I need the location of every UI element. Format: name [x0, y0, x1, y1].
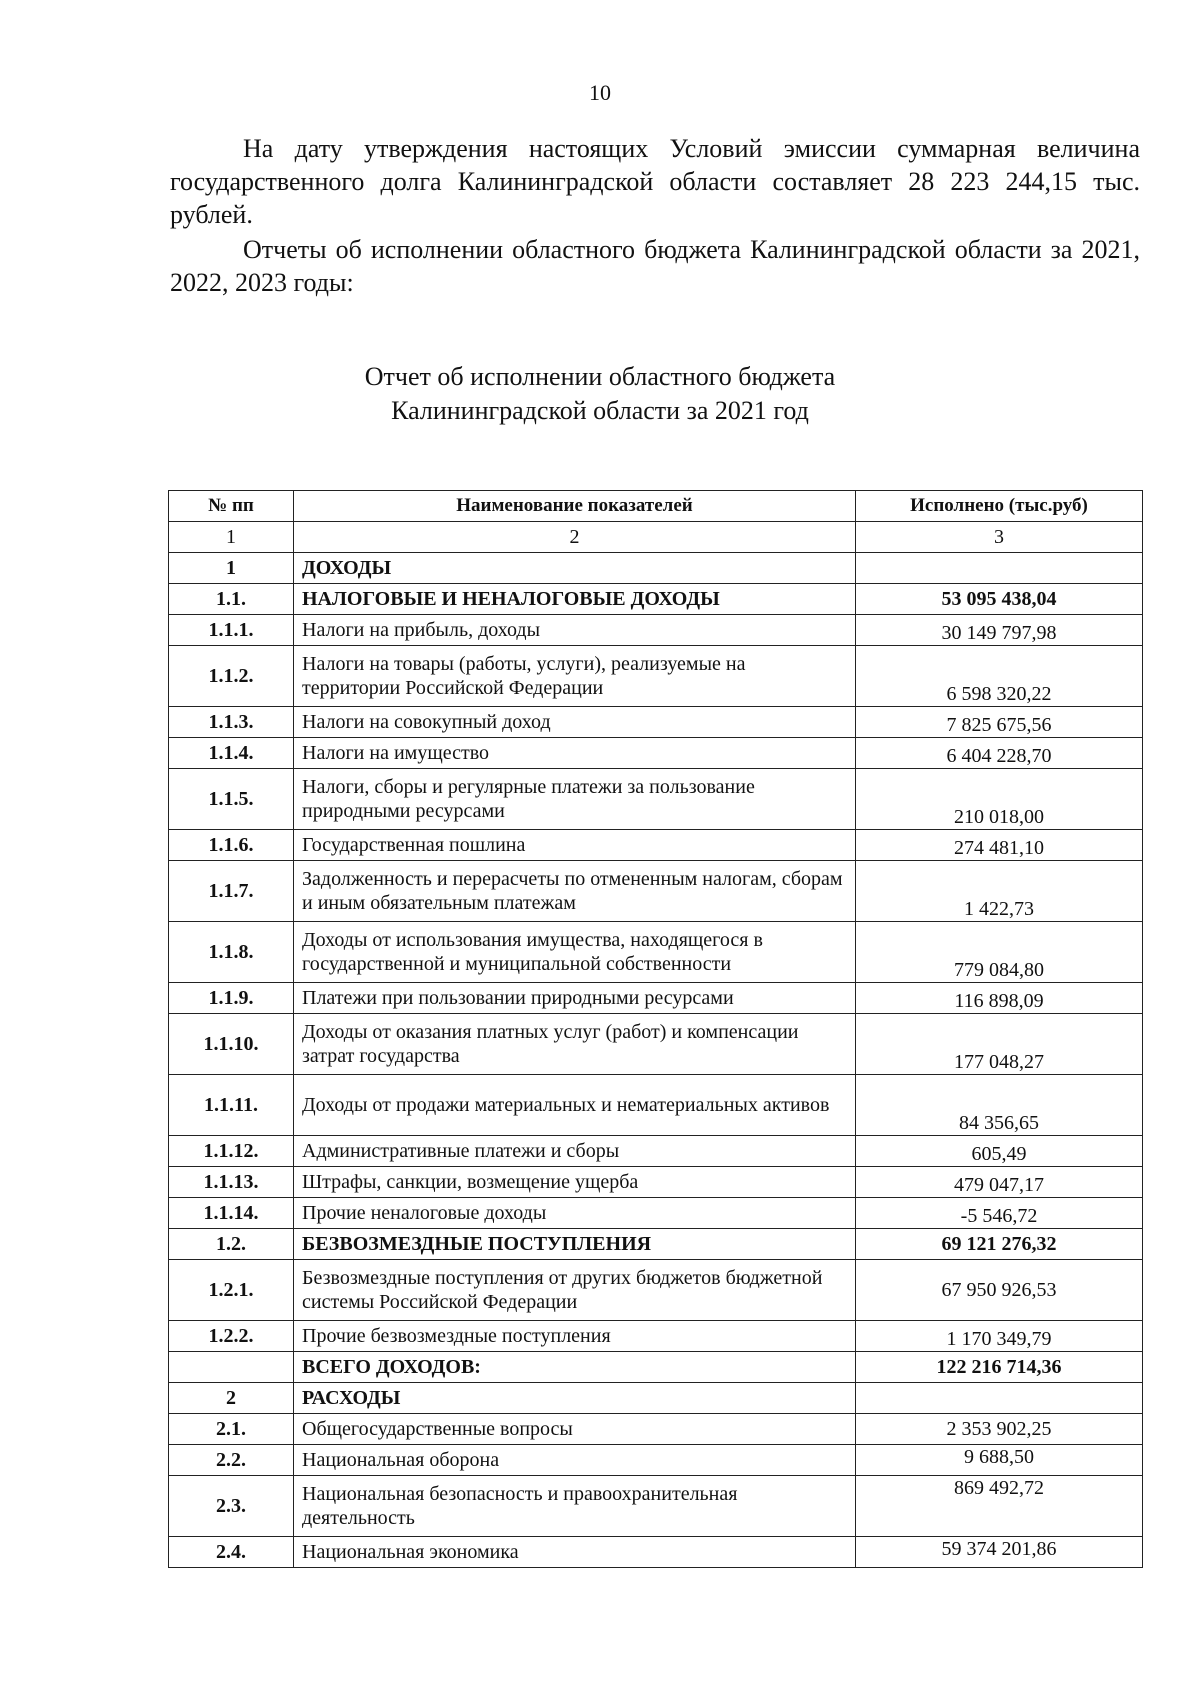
row-value: 7 825 675,56	[856, 707, 1143, 738]
table-row	[169, 707, 1143, 738]
row-name: РАСХОДЫ	[294, 1383, 856, 1414]
row-value: 779 084,80	[856, 922, 1143, 983]
row-name: Задолженность и перерасчеты по отмененным налогам, сборам и иным обязательным платежам	[294, 861, 856, 922]
budget-report-table	[168, 490, 1143, 1568]
intro-text	[170, 132, 1140, 299]
row-name: Налоги на имущество	[294, 738, 856, 769]
row-value: 210 018,00	[856, 769, 1143, 830]
row-value: 9 688,50	[856, 1445, 1143, 1476]
report-title-line-2: Калининградской области за 2021 год	[391, 396, 809, 425]
row-value	[856, 1383, 1143, 1414]
table-row	[169, 922, 1143, 983]
table-row	[169, 1167, 1143, 1198]
row-name: Доходы от использования имущества, находящегося в государственной и муниципальной собственности	[294, 922, 856, 983]
row-number: 1.1.7.	[169, 861, 294, 922]
row-value: 84 356,65	[856, 1075, 1143, 1136]
row-value: 869 492,72	[856, 1476, 1143, 1537]
table-row	[169, 1014, 1143, 1075]
row-value: 274 481,10	[856, 830, 1143, 861]
row-value	[856, 553, 1143, 584]
row-value: 1 170 349,79	[856, 1321, 1143, 1352]
row-number	[169, 1352, 294, 1383]
row-number: 1.1.6.	[169, 830, 294, 861]
table-row	[169, 553, 1143, 584]
row-name: Налоги, сборы и регулярные платежи за пользование природными ресурсами	[294, 769, 856, 830]
row-name: Налоги на товары (работы, услуги), реализуемые на территории Российской Федерации	[294, 646, 856, 707]
row-value: 59 374 201,86	[856, 1537, 1143, 1568]
table-row	[169, 1352, 1143, 1383]
row-value: 116 898,09	[856, 983, 1143, 1014]
table-row	[169, 830, 1143, 861]
header-executed-amount: Исполнено (тыс.руб)	[856, 491, 1143, 522]
row-number: 1.1.3.	[169, 707, 294, 738]
row-value: 6 404 228,70	[856, 738, 1143, 769]
row-value: 6 598 320,22	[856, 646, 1143, 707]
row-name: ВСЕГО ДОХОДОВ:	[294, 1352, 856, 1383]
table-row	[169, 1260, 1143, 1321]
report-title	[0, 360, 1200, 428]
table-row	[169, 1414, 1143, 1445]
row-number: 1.1.	[169, 584, 294, 615]
row-name: Национальная экономика	[294, 1537, 856, 1568]
table-row	[169, 1075, 1143, 1136]
row-number: 1.1.8.	[169, 922, 294, 983]
row-name: Национальная оборона	[294, 1445, 856, 1476]
row-name: БЕЗВОЗМЕЗДНЫЕ ПОСТУПЛЕНИЯ	[294, 1229, 856, 1260]
column-number-2: 2	[294, 522, 856, 553]
row-name: Безвозмездные поступления от других бюджетов бюджетной системы Российской Федерации	[294, 1260, 856, 1321]
table-row	[169, 1383, 1143, 1414]
row-number: 1.1.9.	[169, 983, 294, 1014]
row-number: 1.1.4.	[169, 738, 294, 769]
row-number: 1.1.5.	[169, 769, 294, 830]
table-row	[169, 615, 1143, 646]
row-name: Административные платежи и сборы	[294, 1136, 856, 1167]
table-column-numbers-row	[169, 522, 1143, 553]
header-indicator-name: Наименование показателей	[294, 491, 856, 522]
row-name: НАЛОГОВЫЕ И НЕНАЛОГОВЫЕ ДОХОДЫ	[294, 584, 856, 615]
row-name: ДОХОДЫ	[294, 553, 856, 584]
row-value: 69 121 276,32	[856, 1229, 1143, 1260]
table-row	[169, 983, 1143, 1014]
header-number: № пп	[169, 491, 294, 522]
row-number: 1.1.14.	[169, 1198, 294, 1229]
row-name: Налоги на совокупный доход	[294, 707, 856, 738]
row-number: 1.1.10.	[169, 1014, 294, 1075]
row-value: 30 149 797,98	[856, 615, 1143, 646]
row-value: 1 422,73	[856, 861, 1143, 922]
row-name: Национальная безопасность и правоохранительная деятельность	[294, 1476, 856, 1537]
row-number: 1.1.2.	[169, 646, 294, 707]
row-number: 1	[169, 553, 294, 584]
row-number: 2.1.	[169, 1414, 294, 1445]
row-name: Доходы от продажи материальных и нематериальных активов	[294, 1075, 856, 1136]
row-name: Доходы от оказания платных услуг (работ) и компенсации затрат государства	[294, 1014, 856, 1075]
table-row	[169, 584, 1143, 615]
row-value: 67 950 926,53	[856, 1260, 1143, 1321]
row-number: 1.2.1.	[169, 1260, 294, 1321]
row-name: Штрафы, санкции, возмещение ущерба	[294, 1167, 856, 1198]
row-value: 122 216 714,36	[856, 1352, 1143, 1383]
column-number-3: 3	[856, 522, 1143, 553]
row-value: 2 353 902,25	[856, 1414, 1143, 1445]
row-value: 53 095 438,04	[856, 584, 1143, 615]
page-number: 10	[589, 80, 611, 105]
table-row	[169, 646, 1143, 707]
row-number: 1.2.	[169, 1229, 294, 1260]
row-name: Государственная пошлина	[294, 830, 856, 861]
intro-paragraph-reports: Отчеты об исполнении областного бюджета Калининградской области за 2021, 2022, 2023 годы:	[170, 235, 1140, 297]
row-value: 177 048,27	[856, 1014, 1143, 1075]
table-row	[169, 738, 1143, 769]
table-row	[169, 769, 1143, 830]
row-number: 1.1.13.	[169, 1167, 294, 1198]
row-value: 605,49	[856, 1136, 1143, 1167]
row-number: 2.4.	[169, 1537, 294, 1568]
table-row	[169, 1537, 1143, 1568]
table-row	[169, 861, 1143, 922]
row-number: 1.1.1.	[169, 615, 294, 646]
table-row	[169, 1476, 1143, 1537]
table-row	[169, 1198, 1143, 1229]
row-name: Платежи при пользовании природными ресурсами	[294, 983, 856, 1014]
report-title-line-1: Отчет об исполнении областного бюджета	[364, 362, 836, 391]
table-row	[169, 1229, 1143, 1260]
row-name: Общегосударственные вопросы	[294, 1414, 856, 1445]
row-number: 2	[169, 1383, 294, 1414]
row-number: 2.2.	[169, 1445, 294, 1476]
row-number: 2.3.	[169, 1476, 294, 1537]
row-name: Прочие безвозмездные поступления	[294, 1321, 856, 1352]
row-value: 479 047,17	[856, 1167, 1143, 1198]
intro-paragraph-debt: На дату утверждения настоящих Условий эмиссии суммарная величина государственного долга Калининградской области составляет 28 223 244,15 тыс. рублей.	[170, 134, 1140, 229]
table-row	[169, 1321, 1143, 1352]
row-number: 1.2.2.	[169, 1321, 294, 1352]
row-number: 1.1.12.	[169, 1136, 294, 1167]
row-name: Налоги на прибыль, доходы	[294, 615, 856, 646]
row-number: 1.1.11.	[169, 1075, 294, 1136]
row-name: Прочие неналоговые доходы	[294, 1198, 856, 1229]
row-value: -5 546,72	[856, 1198, 1143, 1229]
table-row	[169, 1136, 1143, 1167]
column-number-1: 1	[169, 522, 294, 553]
table-row	[169, 1445, 1143, 1476]
table-header-row	[169, 491, 1143, 522]
